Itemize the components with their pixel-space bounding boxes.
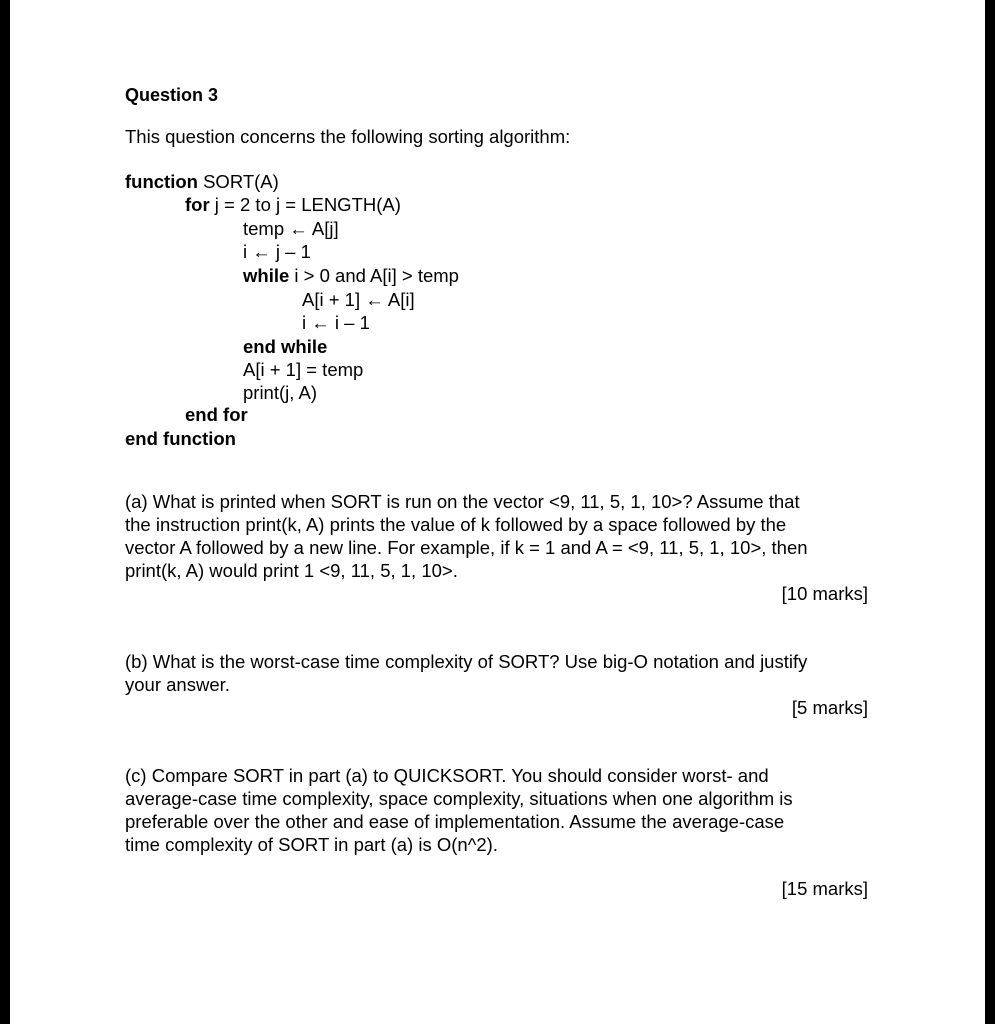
keyword-function: function <box>125 171 198 192</box>
part-a-line: the instruction print(k, A) prints the value of k followed by a space followed by the <box>125 514 787 535</box>
part-a-marks: [10 marks] <box>781 583 868 604</box>
question-title: Question 3 <box>125 85 219 105</box>
part-c-line: preferable over the other and ease of implementation. Assume the average-case <box>125 811 785 832</box>
code-line-i-assign: i ← j – 1 <box>243 241 311 262</box>
code-text: i > 0 and A[i] > temp <box>289 265 459 286</box>
code-line-for <box>185 193 401 216</box>
code-line-end-for: end for <box>185 404 248 425</box>
code-line-temp: temp ← A[j] <box>243 218 339 239</box>
part-c-text <box>125 764 875 856</box>
question-intro: This question concerns the following sorting algorithm: <box>125 126 571 147</box>
code-line-insert: A[i + 1] = temp <box>243 359 364 380</box>
code-line-decrement: i ← i – 1 <box>302 312 370 333</box>
code-line-while <box>243 264 459 287</box>
part-c-marks: [15 marks] <box>781 878 868 899</box>
part-a-line: print(k, A) would print 1 <9, 11, 5, 1, 10>. <box>125 560 458 581</box>
document-page <box>10 0 985 1024</box>
code-line-function <box>125 170 279 193</box>
code-line-shift: A[i + 1] ← A[i] <box>302 289 415 310</box>
part-b-line: (b) What is the worst-case time complexity of SORT? Use big-O notation and justify <box>125 651 808 672</box>
code-line-end-while: end while <box>243 336 328 357</box>
keyword-while: while <box>243 265 290 286</box>
code-line-print: print(j, A) <box>243 382 318 403</box>
part-c-line: average-case time complexity, space complexity, situations when one algorithm is <box>125 788 793 809</box>
code-line-end-function: end function <box>125 428 236 449</box>
code-text: j = 2 to j = LENGTH(A) <box>209 194 401 215</box>
part-a-text <box>125 490 875 582</box>
part-c-line: time complexity of SORT in part (a) is O(n^2). <box>125 834 498 855</box>
keyword-for: for <box>185 194 210 215</box>
part-b-marks: [5 marks] <box>791 697 868 718</box>
part-b-text <box>125 650 875 696</box>
code-text: SORT(A) <box>197 171 279 192</box>
part-b-line: your answer. <box>125 674 230 695</box>
part-c-line: (c) Compare SORT in part (a) to QUICKSORT. You should consider worst- and <box>125 765 769 786</box>
part-a-line: (a) What is printed when SORT is run on the vector <9, 11, 5, 1, 10>? Assume that <box>125 491 800 512</box>
part-a-line: vector A followed by a new line. For example, if k = 1 and A = <9, 11, 5, 1, 10>, then <box>125 537 808 558</box>
